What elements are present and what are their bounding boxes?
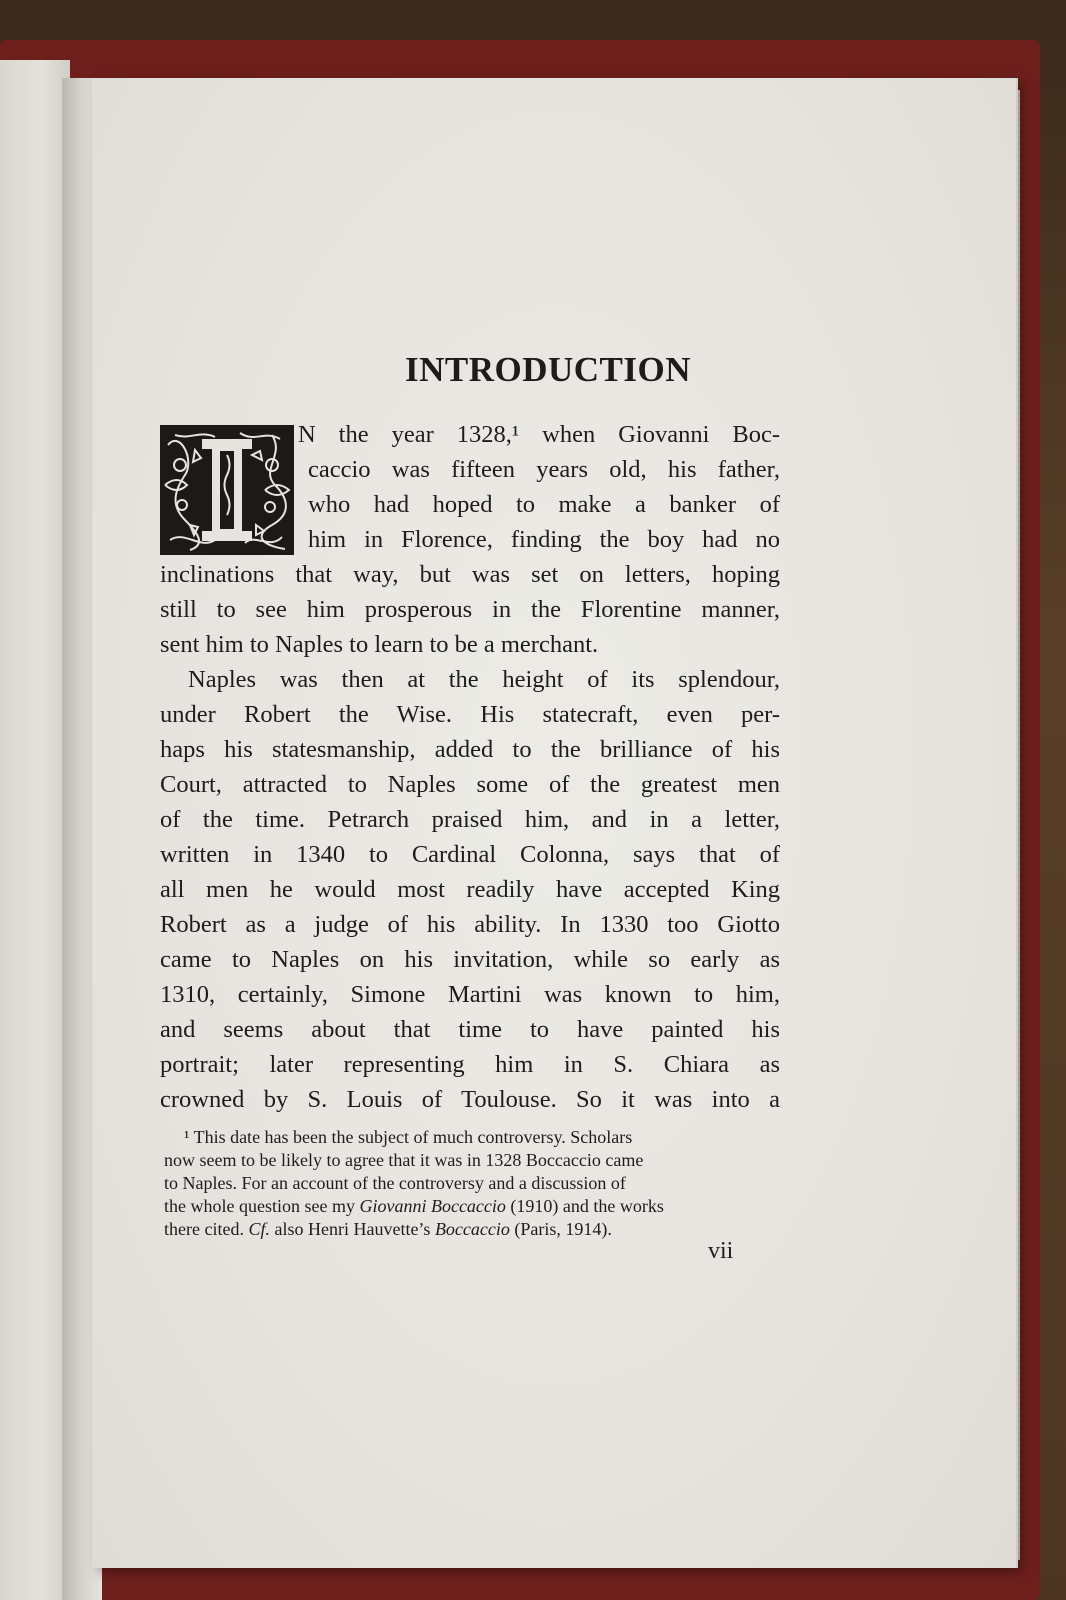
footnote-text: (1910) and the works [505, 1196, 664, 1216]
footnote-line [164, 1218, 612, 1241]
text-line: haps his statesmanship, added to the brilliance of his [160, 736, 780, 763]
text-line: portrait; later representing him in S. Chiara as [160, 1051, 780, 1078]
text-line: written in 1340 to Cardinal Colonna, says that of [160, 841, 780, 868]
text-line: of the time. Petrarch praised him, and in a letter, [160, 806, 780, 833]
text-line: came to Naples on his invitation, while so early as [160, 946, 780, 973]
text-line: Court, attracted to Naples some of the greatest men [160, 771, 780, 798]
text-line: sent him to Naples to learn to be a merchant. [160, 631, 599, 658]
text-line: still to see him prosperous in the Florentine manner, [160, 596, 780, 623]
text-line: Robert as a judge of his ability. In 1330 too Giotto [160, 911, 780, 938]
text-line: all men he would most readily have accepted King [160, 876, 780, 903]
footnote-line: now seem to be likely to agree that it was in 1328 Boccaccio came [164, 1150, 644, 1170]
chapter-title: INTRODUCTION [404, 350, 692, 389]
footnote-line [164, 1195, 664, 1218]
footnote-line: to Naples. For an account of the controversy and a discussion of [164, 1173, 626, 1193]
text-line: Naples was then at the height of its splendour, [188, 666, 780, 693]
footnote-text: (Paris, 1914). [509, 1219, 612, 1239]
text-line: him in Florence, finding the boy had no [308, 526, 780, 553]
text-line: under Robert the Wise. His statecraft, even per- [160, 701, 780, 728]
text-line: crowned by S. Louis of Toulouse. So it was into a [160, 1086, 780, 1113]
text-line: and seems about that time to have painted his [160, 1016, 780, 1043]
text-line: inclinations that way, but was set on letters, hoping [160, 561, 780, 588]
ornament-icon [160, 425, 294, 555]
book-page [92, 78, 1016, 1568]
decorated-initial-i [160, 425, 294, 555]
footnote-line: ¹ This date has been the subject of much controversy. Scholars [184, 1127, 633, 1147]
text-line: who had hoped to make a banker of [308, 491, 780, 518]
left-page-edge [0, 60, 70, 1600]
book-title-italic: Giovanni Boccaccio [359, 1196, 506, 1216]
footnote-text: also Henri Hauvette’s [269, 1219, 435, 1239]
text-line: 1310, certainly, Simone Martini was known to him, [160, 981, 780, 1008]
cf-italic: Cf. [248, 1219, 270, 1239]
footnote-text: there cited. [164, 1219, 249, 1239]
text-line: caccio was fifteen years old, his father, [308, 456, 780, 483]
page-number: vii [708, 1238, 734, 1264]
footnote-text: the whole question see my [164, 1196, 360, 1216]
text-line: N the year 1328,¹ when Giovanni Boc- [298, 421, 780, 448]
book-title-italic: Boccaccio [434, 1219, 510, 1239]
